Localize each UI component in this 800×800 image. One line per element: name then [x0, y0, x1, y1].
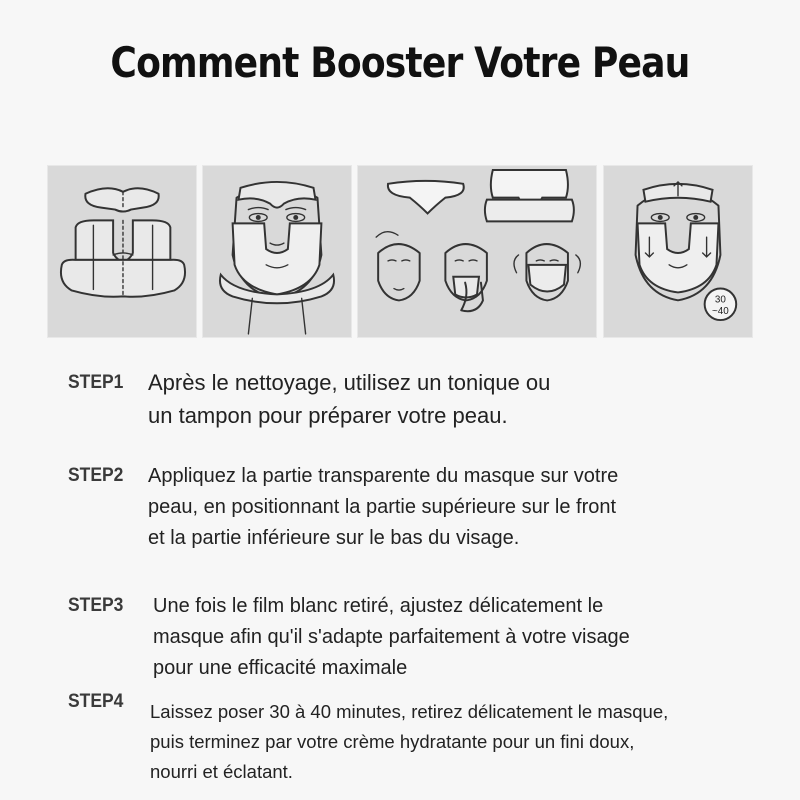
step-3-line-2: masque afin qu'il s'adapte parfaitement à votre visage [153, 626, 630, 648]
step-3-line-3: pour une efficacité maximale [153, 657, 408, 679]
mask-adjust-illustration [358, 166, 596, 337]
step-2-line-2: peau, en positionnant la partie supérieure sur le front [148, 496, 617, 518]
timer-top-text: 30 [714, 294, 726, 306]
step-2-text [148, 461, 618, 554]
step-4-line-1: Laissez poser 30 à 40 minutes, retirez délicatement le masque, [150, 701, 669, 722]
step-3-text [153, 591, 630, 684]
step-3-label: STEP3 [68, 595, 124, 616]
step-2-label: STEP2 [68, 465, 124, 486]
timer-bottom-text: ~40 [712, 306, 729, 318]
step-2-line-3: et la partie inférieure sur le bas du visage. [148, 527, 520, 549]
step-4-text [150, 697, 668, 787]
face-with-mask-illustration [203, 166, 351, 337]
mask-diagram-illustration [48, 166, 196, 337]
step-3-line-1: Une fois le film blanc retiré, ajustez délicatement le [153, 595, 604, 617]
panel-mask-adjust [357, 165, 597, 338]
step-1-label: STEP1 [68, 372, 124, 393]
step-4-line-3: nourri et éclatant. [150, 761, 293, 782]
face-timer-illustration [604, 166, 752, 337]
step-4-line-2: puis terminez par votre crème hydratante pour un fini doux, [150, 731, 635, 752]
panel-mask-applied [202, 165, 352, 338]
step-4-label: STEP4 [68, 691, 124, 712]
page-title: Comment Booster Votre Peau [110, 38, 690, 87]
step-2-line-1: Appliquez la partie transparente du masque sur votre [148, 465, 619, 487]
step-1-line-2: un tampon pour préparer votre peau. [148, 403, 508, 428]
panel-wait-timer [603, 165, 753, 338]
step-1-text [148, 366, 550, 432]
panel-mask-diagram [47, 165, 197, 338]
step-1-line-1: Après le nettoyage, utilisez un tonique ou [148, 370, 551, 395]
